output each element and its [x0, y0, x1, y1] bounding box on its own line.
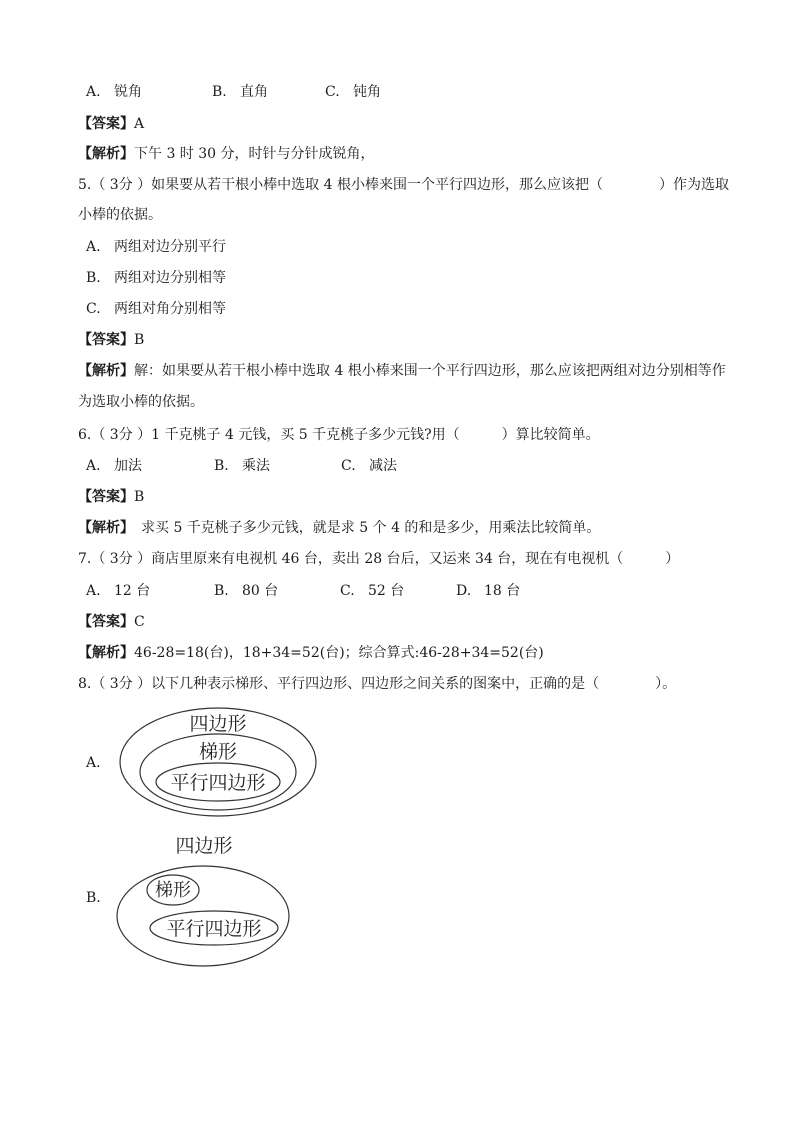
q6-analysis — [78, 518, 600, 538]
label-trapezoid: 梯形 — [155, 880, 191, 901]
answer-tag: 【答案】 — [78, 116, 134, 132]
q7-option-c-letter: C. — [340, 583, 355, 599]
q5-stem-line1: 5.（ 3分 ）如果要从若干根小棒中选取 4 根小棒来围一个平行四边形，那么应该把（ ）作为选取 — [78, 177, 729, 193]
analysis-tag: 【解析】 — [78, 645, 134, 661]
q5-option-b-text: 两组对边分别相等 — [114, 270, 226, 286]
q7-option-a-letter: A. — [86, 583, 101, 599]
q6-option-c-letter: C. — [341, 458, 356, 474]
answer-value: C — [134, 614, 145, 630]
q6-option-c-text: 减法 — [369, 458, 397, 474]
analysis-text: 46-28=18(台)，18+34=52(台)；综合算式:46-28+34=52(台) — [134, 645, 544, 661]
q7-option-b-letter: B. — [214, 583, 229, 599]
answer-value: B — [134, 332, 145, 348]
answer-tag: 【答案】 — [78, 489, 134, 505]
q5-option-b-letter: B. — [86, 270, 101, 286]
q6-option-a-text: 加法 — [114, 458, 142, 474]
q5-answer — [78, 330, 144, 350]
ellipse-quadrilateral — [117, 866, 289, 966]
analysis-tag: 【解析】 — [78, 146, 134, 162]
q4-option-a-text: 锐角 — [114, 84, 142, 100]
answer-tag: 【答案】 — [78, 614, 134, 630]
q7-option-c-text: 52 台 — [368, 583, 405, 599]
analysis-text: 下午 3 时 30 分，时针与分针成锐角， — [134, 146, 375, 162]
answer-value: A — [134, 116, 145, 132]
q5-analysis-line2: 为选取小棒的依据。 — [78, 394, 204, 410]
label-parallelogram: 平行四边形 — [170, 772, 266, 794]
q4-option-c-letter: C. — [325, 84, 340, 100]
answer-value: B — [134, 489, 145, 505]
analysis-text: 解：如果要从若干根小棒中选取 4 根小棒来围一个平行四边形，那么应该把两组对边分别相等作 — [134, 363, 726, 379]
q6-option-b-text: 乘法 — [242, 458, 270, 474]
analysis-tag: 【解析】 — [78, 520, 127, 536]
q4-analysis — [78, 144, 375, 164]
q8-option-b-letter: B. — [86, 890, 101, 906]
q6-answer — [78, 487, 144, 507]
analysis-text: 求买 5 千克桃子多少元钱，就是求 5 个 4 的和是多少，用乘法比较简单。 — [127, 520, 601, 536]
label-trapezoid: 梯形 — [198, 741, 238, 763]
q8-option-a-letter: A. — [86, 755, 101, 771]
q7-answer — [78, 612, 145, 632]
answer-tag: 【答案】 — [78, 332, 134, 348]
q4-option-a-letter: A. — [86, 84, 101, 100]
label-quadrilateral: 四边形 — [175, 835, 233, 857]
q7-stem: 7.（ 3分 ）商店里原来有电视机 46 台，卖出 28 台后，又运来 34 台，现在有电视机（ ） — [78, 551, 680, 567]
q6-option-b-letter: B. — [214, 458, 229, 474]
q5-option-c-text: 两组对角分别相等 — [114, 301, 226, 317]
venn-diagram-b — [116, 828, 316, 968]
q4-option-b-letter: B. — [212, 84, 227, 100]
analysis-tag: 【解析】 — [78, 363, 134, 379]
venn-diagram-a — [118, 706, 318, 818]
q5-option-c-letter: C. — [86, 301, 101, 317]
q5-option-a-text: 两组对边分别平行 — [114, 239, 226, 255]
q4-answer — [78, 114, 144, 134]
q5-analysis-line1 — [78, 361, 726, 381]
label-quadrilateral: 四边形 — [189, 713, 247, 735]
q7-option-d-letter: D. — [456, 583, 472, 599]
q5-stem-line2: 小棒的依据。 — [78, 207, 162, 223]
q4-option-c-text: 钝角 — [353, 84, 381, 100]
q4-option-b-text: 直角 — [240, 84, 268, 100]
label-parallelogram: 平行四边形 — [166, 918, 262, 940]
q6-option-a-letter: A. — [86, 458, 101, 474]
q7-option-b-text: 80 台 — [242, 583, 279, 599]
q5-option-a-letter: A. — [86, 239, 101, 255]
q8-stem: 8.（ 3分 ）以下几种表示梯形、平行四边形、四边形之间关系的图案中，正确的是（ ）。 — [78, 676, 677, 692]
q7-option-a-text: 12 台 — [114, 583, 151, 599]
q7-option-d-text: 18 台 — [484, 583, 521, 599]
q7-analysis — [78, 643, 544, 663]
q6-stem: 6.（ 3分 ）1 千克桃子 4 元钱，买 5 千克桃子多少元钱?用（ ）算比较简单。 — [78, 427, 600, 443]
